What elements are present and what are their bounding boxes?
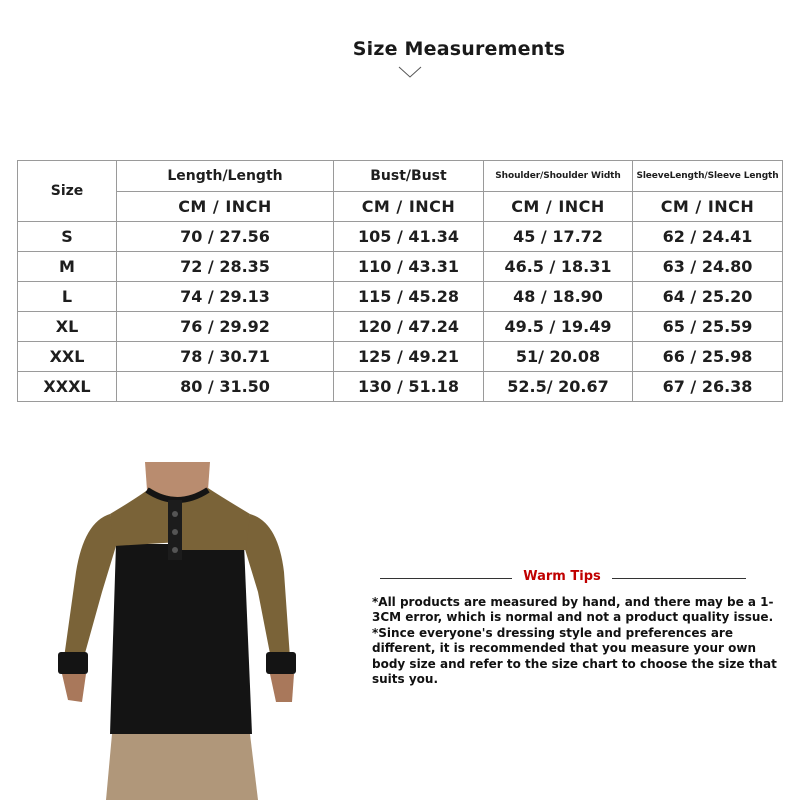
- table-cell: 65 / 25.59: [633, 312, 783, 342]
- product-photo-henley-shirt: [40, 462, 320, 800]
- table-cell: 66 / 25.98: [633, 342, 783, 372]
- table-cell: 51/ 20.08: [484, 342, 633, 372]
- units-row: [18, 192, 783, 222]
- table-cell: 70 / 27.56: [117, 222, 334, 252]
- page-title: Size Measurements: [352, 38, 566, 60]
- warm-tips-title: Warm Tips: [523, 569, 601, 584]
- unit-label: CM / INCH: [334, 192, 484, 222]
- column-header-length: Length/Length: [117, 161, 334, 192]
- table-cell: 120 / 47.24: [334, 312, 484, 342]
- table-cell: 45 / 17.72: [484, 222, 633, 252]
- table-cell: 63 / 24.80: [633, 252, 783, 282]
- table-cell: 78 / 30.71: [117, 342, 334, 372]
- table-row: [18, 222, 783, 252]
- table-cell: 62 / 24.41: [633, 222, 783, 252]
- table-header-row: [18, 161, 783, 192]
- table-row: [18, 312, 783, 342]
- table-cell: 46.5 / 18.31: [484, 252, 633, 282]
- table-cell: 115 / 45.28: [334, 282, 484, 312]
- table-cell: 48 / 18.90: [484, 282, 633, 312]
- size-label: L: [18, 282, 117, 312]
- column-header-bust: Bust/Bust: [334, 161, 484, 192]
- table-cell: 105 / 41.34: [334, 222, 484, 252]
- unit-label: CM / INCH: [633, 192, 783, 222]
- table-cell: 67 / 26.38: [633, 372, 783, 402]
- table-cell: 110 / 43.31: [334, 252, 484, 282]
- table-cell: 130 / 51.18: [334, 372, 484, 402]
- size-label: XL: [18, 312, 117, 342]
- column-header-sleeve: SleeveLength/Sleeve Length: [633, 161, 783, 192]
- unit-label: CM / INCH: [484, 192, 633, 222]
- warm-tips-text: *All products are measured by hand, and there may be a 1-3CM error, which is normal and not a product quality issue. *Since everyone's dressing style and preferences are different, it is recommended that you measure your own body size and refer to the size chart to choose the size that suits you.: [372, 595, 777, 687]
- divider: [612, 578, 746, 579]
- table-cell: 80 / 31.50: [117, 372, 334, 402]
- size-table: [17, 160, 783, 402]
- divider: [380, 578, 512, 579]
- unit-label: CM / INCH: [117, 192, 334, 222]
- table-cell: 76 / 29.92: [117, 312, 334, 342]
- column-header-shoulder: Shoulder/Shoulder Width: [484, 161, 633, 192]
- chevron-down-icon: [398, 66, 422, 78]
- table-cell: 64 / 25.20: [633, 282, 783, 312]
- table-cell: 125 / 49.21: [334, 342, 484, 372]
- size-label: M: [18, 252, 117, 282]
- table-row: [18, 372, 783, 402]
- table-cell: 72 / 28.35: [117, 252, 334, 282]
- size-header: Size: [18, 161, 117, 222]
- table-cell: 74 / 29.13: [117, 282, 334, 312]
- table-row: [18, 342, 783, 372]
- size-label: XXXL: [18, 372, 117, 402]
- size-label: S: [18, 222, 117, 252]
- table-row: [18, 252, 783, 282]
- table-row: [18, 282, 783, 312]
- table-cell: 52.5/ 20.67: [484, 372, 633, 402]
- size-label: XXL: [18, 342, 117, 372]
- table-cell: 49.5 / 19.49: [484, 312, 633, 342]
